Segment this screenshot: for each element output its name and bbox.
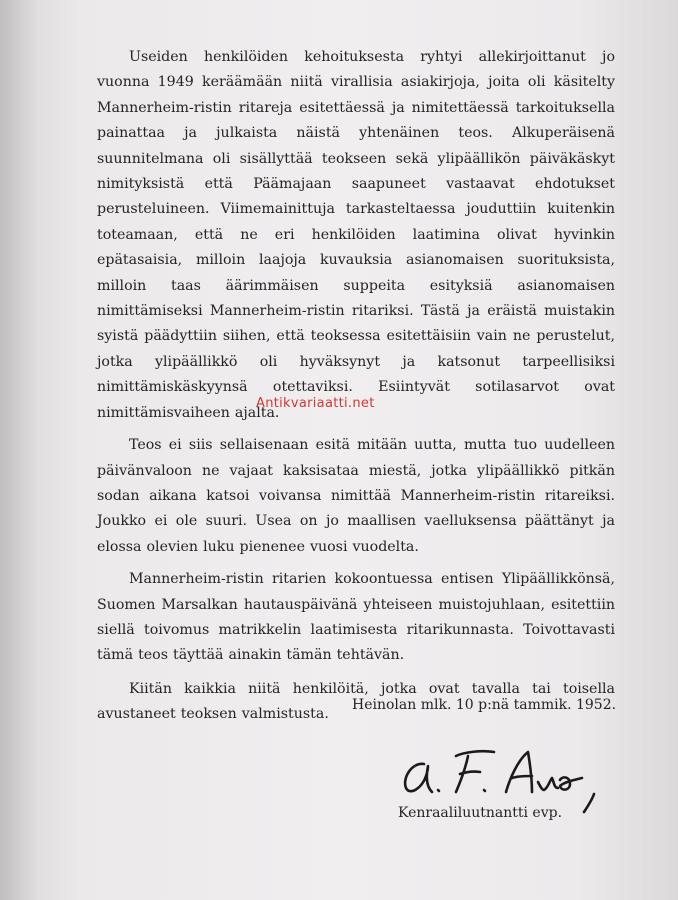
page-gutter-shadow [0,0,38,900]
signer-rank: Kenraaliluutnantti evp. [398,805,563,821]
foreword-body [97,45,615,728]
paragraph-4: Kiitän kaikkia niitä henkilöitä, jotka ovat tavalla tai toisella avustaneet teoksen valmistusta. [97,680,615,723]
paragraph-3: Mannerheim-ristin ritarien kokoontuessa entisen Ylipäällikkönsä, Suomen Marsalkan hautauspäivänä yhteiseen muistojuhlaan, esitettiin siellä toivomus matrikkelin laatimisesta ritarikunnasta. Toivottavasti tämä teos täyttää ainakin tämän tehtävän. [97,571,615,664]
paragraph-1: Useiden henkilöiden kehoituksesta ryhtyi allekirjoittanut jo vuonna 1949 keräämään niitä virallisia asiakirjoja, joita oli käsitelty Mannerheim-ristin ritareja esitettäessä ja nimitettäessä tarkoituksella painattaa ja julkaista näistä yhtenäinen teos. Alkuperäisenä suunnitelmana oli sisällyttää teokseen sekä ylipäällikön päiväkäskyt nimityksistä että Päämajaan saapuneet vastaavat ehdotukset perusteluineen. Viimemainittuja tarkasteltaessa jouduttiin kuitenkin toteamaan, että ne eri henkilöiden laatimina olivat hyvinkin epätasaisia, milloin laajoja kuvauksia asianomaisen suorituksista, milloin taas äärimmäisen suppeita esityksiä asianomaisen nimittämiseksi Mannerheim-ristin ritariksi. Tästä ja eräistä muistakin syistä päädyttiin siihen, että teoksessa esitettäisiin vain ne perustelut, jotka ylipäällikkö oli hyväksynyt ja katsonut tarpeellisiksi nimittämiskäskyynsä otettaviksi. Esiintyvät sotilasarvot ovat nimittämisvaiheen ajalta. [97,49,615,421]
watermark: Antikvariaatti.net [256,396,375,411]
place-date: Heinolan mlk. 10 p:nä tammik. 1952. [352,697,617,713]
paragraph-2: Teos ei siis sellaisenaan esitä mitään uutta, mutta tuo uudelleen päivänvaloon ne vajaat kaksisataa miestä, jotka ylipäällikkö pitkän sodan aikana katsoi voivansa nimittää Mannerheim-ristin ritareiksi. Joukko ei ole suuri. Usea on jo maallisen vaelluksensa päättänyt ja elossa olevien luku pienenee vuosi vuodelta. [97,437,615,555]
